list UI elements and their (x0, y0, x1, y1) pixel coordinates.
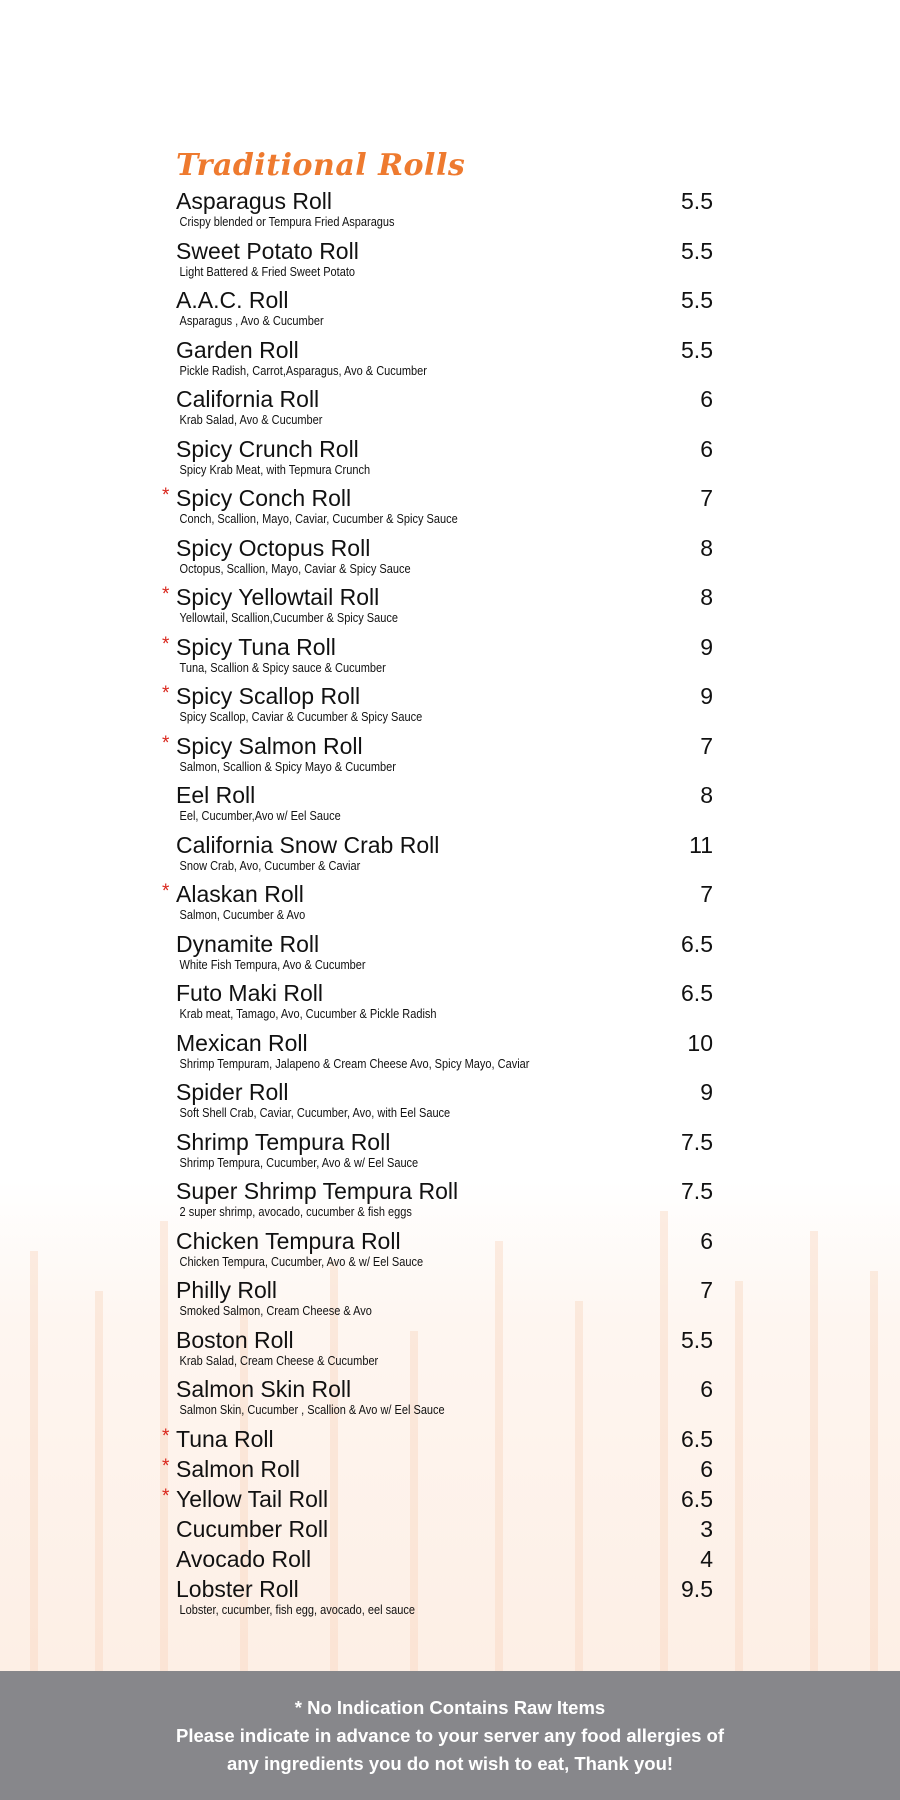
menu-item-price: 9 (700, 1079, 713, 1105)
raw-marker-icon: * (162, 732, 170, 754)
raw-marker-icon: * (162, 683, 170, 704)
menu-item-price: 6 (700, 1455, 713, 1482)
menu-item (176, 535, 713, 585)
menu-item (162, 485, 713, 535)
menu-item (176, 188, 713, 238)
menu-item (176, 1178, 713, 1228)
menu-item-description: Chicken Tempura, Cucumber, Avo & w/ Eel Sauce (179, 1254, 424, 1269)
menu-item-price: 8 (700, 584, 713, 610)
menu-item-description: Lobster, cucumber, fish egg, avocado, eel sauce (179, 1602, 415, 1617)
menu-item-description: Spicy Scallop, Caviar & Cucumber & Spicy Sauce (179, 710, 423, 724)
menu-item (176, 1277, 713, 1327)
menu-item (176, 238, 713, 288)
menu-item-row (176, 634, 713, 660)
raw-marker-icon: * (162, 881, 170, 902)
menu-item (162, 633, 713, 684)
menu-item-row (176, 832, 713, 858)
menu-item (176, 1079, 713, 1129)
menu-item-row (176, 1129, 713, 1155)
menu-item-name: Boston Roll (176, 1326, 294, 1353)
menu-item (176, 1228, 713, 1278)
menu-item-price: 7.5 (681, 1128, 713, 1155)
menu-item-price: 7.5 (681, 1178, 713, 1204)
menu-item (176, 980, 713, 1030)
menu-item-description: Asparagus , Avo & Cucumber (179, 314, 324, 328)
menu-item-name: California Roll (176, 386, 320, 412)
menu-item-name: Lobster Roll (176, 1575, 299, 1602)
menu-item-price: 9 (700, 683, 713, 709)
menu-item-name: Philly Roll (176, 1277, 277, 1303)
allergy-note-line-2: any ingredients you do not wish to eat, Thank you! (226, 1753, 674, 1774)
menu-item-row (176, 1376, 713, 1402)
menu-item-price: 9 (700, 633, 713, 660)
menu-item-name: Spicy Crunch Roll (176, 435, 359, 462)
menu-item-price: 4 (700, 1545, 713, 1572)
menu-item-name: Spider Roll (176, 1079, 289, 1105)
menu-item-description: Shrimp Tempura, Cucumber, Avo & w/ Eel Sauce (179, 1155, 419, 1170)
menu-item-description: Shrimp Tempuram, Jalapeno & Cream Cheese Avo, Spicy Mayo, Caviar (179, 1056, 530, 1071)
menu-item-description: Krab meat, Tamago, Avo, Cucumber & Pickle Radish (179, 1007, 437, 1021)
menu-item-price: 6 (700, 386, 713, 412)
menu-item-price: 6.5 (681, 1485, 713, 1512)
menu-item (162, 584, 713, 634)
menu-item-price: 7 (700, 732, 713, 759)
raw-items-note: * No Indication Contains Raw Items (294, 1697, 606, 1718)
allergy-note-line-1: Please indicate in advance to your server any food allergies of (175, 1725, 724, 1746)
menu-item-description: Conch, Scallion, Mayo, Caviar, Cucumber & Spicy Sauce (179, 512, 458, 526)
menu-item-description: Krab Salad, Cream Cheese & Cucumber (179, 1353, 379, 1368)
menu-item-row (176, 287, 713, 313)
menu-item-row (176, 1079, 713, 1105)
menu-item-name: California Snow Crab Roll (176, 831, 440, 858)
menu-item (176, 832, 713, 882)
menu-item-name: Alaskan Roll (176, 881, 304, 907)
menu-item-description: Tuna, Scallion & Spicy sauce & Cucumber (179, 660, 386, 675)
menu-item (176, 337, 713, 387)
menu-item-name: Sweet Potato Roll (176, 237, 359, 264)
menu-item-name: Spicy Octopus Roll (176, 534, 371, 561)
menu-item-description: Krab Salad, Avo & Cucumber (179, 413, 323, 427)
menu-item-price: 3 (700, 1515, 713, 1542)
menu-item (162, 1425, 713, 1456)
menu-item-description: Eel, Cucumber,Avo w/ Eel Sauce (179, 809, 341, 823)
menu-item-description: Light Battered & Fried Sweet Potato (179, 264, 356, 279)
tree-decoration (95, 1291, 103, 1671)
menu-item-price: 5.5 (681, 336, 713, 363)
menu-item (176, 1030, 713, 1080)
menu-item-row (176, 1546, 713, 1572)
menu-item-row (176, 1426, 713, 1452)
menu-item-price: 7 (700, 1277, 713, 1303)
menu-item-row (176, 1327, 713, 1353)
menu-item-price: 6.5 (681, 1425, 713, 1452)
menu-item-row (176, 1228, 713, 1254)
menu-item-name: Tuna Roll (176, 1425, 274, 1452)
menu-item-name: Shrimp Tempura Roll (176, 1128, 391, 1155)
menu-item-description: Smoked Salmon, Cream Cheese & Avo (179, 1304, 372, 1318)
menu-item-price: 8 (700, 782, 713, 808)
menu-item-price: 6 (700, 1227, 713, 1254)
menu-item-name: Dynamite Roll (176, 930, 320, 957)
tree-decoration (30, 1251, 38, 1671)
menu-item-price: 11 (689, 831, 713, 858)
menu-item (176, 1129, 713, 1179)
menu-item-price: 5.5 (681, 188, 713, 214)
menu-item-name: Salmon Roll (176, 1455, 300, 1482)
tree-decoration (810, 1231, 818, 1671)
raw-marker-icon: * (162, 1425, 170, 1447)
menu-item-description: Salmon Skin, Cucumber , Scallion & Avo w/ Eel Sauce (179, 1403, 445, 1417)
menu-item-description: Pickle Radish, Carrot,Asparagus, Avo & Cucumber (179, 363, 427, 378)
menu-item-price: 6 (700, 1376, 713, 1402)
menu-list (162, 188, 713, 1625)
menu-item (176, 436, 713, 486)
menu-item (176, 1576, 713, 1626)
menu-item (162, 1485, 713, 1516)
menu-item-row (176, 584, 713, 610)
menu-item-name: Mexican Roll (176, 1029, 308, 1056)
menu-item-row (176, 1486, 713, 1512)
menu-item-price: 9.5 (681, 1575, 713, 1602)
menu-item-row (176, 188, 713, 214)
menu-item (162, 732, 713, 783)
menu-item-price: 8 (700, 534, 713, 561)
menu-item-name: Futo Maki Roll (176, 980, 323, 1006)
menu-item-row (176, 337, 713, 363)
menu-item-price: 5.5 (681, 287, 713, 313)
menu-item-row (176, 485, 713, 511)
menu-item-row (176, 1030, 713, 1056)
menu-item-name: Eel Roll (176, 782, 256, 808)
menu-item-name: Spicy Tuna Roll (176, 633, 336, 660)
menu-item-name: Spicy Salmon Roll (176, 732, 363, 759)
menu-item-name: Garden Roll (176, 336, 299, 363)
menu-item-price: 6.5 (681, 980, 713, 1006)
menu-item-description: Salmon, Scallion & Spicy Mayo & Cucumber (179, 759, 396, 774)
menu-item (176, 782, 713, 832)
menu-item-name: Spicy Conch Roll (176, 485, 352, 511)
menu-item-price: 7 (700, 881, 713, 907)
menu-item-name: Yellow Tail Roll (176, 1485, 329, 1512)
menu-item-description: 2 super shrimp, avocado, cucumber & fish eggs (179, 1205, 412, 1219)
menu-item-description: Yellowtail, Scallion,Cucumber & Spicy Sauce (179, 611, 399, 625)
section-title: Traditional Rolls (176, 148, 466, 183)
menu-item-price: 5.5 (681, 1326, 713, 1353)
menu-item-row (176, 1456, 713, 1482)
menu-item-name: Chicken Tempura Roll (176, 1227, 401, 1254)
menu-item-name: A.A.C. Roll (176, 287, 289, 313)
tree-decoration (735, 1281, 743, 1671)
raw-marker-icon: * (162, 485, 170, 506)
menu-item (162, 683, 713, 733)
menu-item-row (176, 782, 713, 808)
menu-item (162, 1455, 713, 1486)
menu-item-row (176, 1178, 713, 1204)
menu-item-description: Octopus, Scallion, Mayo, Caviar & Spicy Sauce (179, 561, 411, 576)
menu-item (176, 386, 713, 436)
raw-marker-icon: * (162, 1485, 170, 1507)
menu-item-name: Spicy Yellowtail Roll (176, 584, 380, 610)
menu-item-name: Asparagus Roll (176, 188, 332, 214)
menu-item-price: 7 (700, 485, 713, 511)
menu-item (176, 1376, 713, 1426)
menu-item-name: Salmon Skin Roll (176, 1376, 352, 1402)
menu-item-description: Salmon, Cucumber & Avo (179, 908, 306, 922)
menu-item-row (176, 931, 713, 957)
menu-item-name: Super Shrimp Tempura Roll (176, 1178, 459, 1204)
menu-item-row (176, 683, 713, 709)
menu-item-row (176, 881, 713, 907)
menu-item (176, 1516, 713, 1546)
menu-item (176, 931, 713, 981)
menu-item-name: Cucumber Roll (176, 1515, 329, 1542)
menu-item-price: 6 (700, 435, 713, 462)
menu-item-description: Soft Shell Crab, Caviar, Cucumber, Avo, with Eel Sauce (179, 1106, 451, 1120)
menu-item-row (176, 386, 713, 412)
tree-decoration (870, 1271, 878, 1671)
raw-marker-icon: * (162, 1455, 170, 1477)
menu-item-price: 10 (687, 1029, 713, 1056)
menu-item-name: Avocado Roll (176, 1545, 312, 1572)
raw-marker-icon: * (162, 584, 170, 605)
raw-marker-icon: * (162, 633, 170, 655)
menu-item-price: 6.5 (681, 930, 713, 957)
menu-item-row (176, 535, 713, 561)
menu-item (162, 881, 713, 931)
menu-item-description: Snow Crab, Avo, Cucumber & Caviar (179, 858, 361, 873)
menu-item-description: White Fish Tempura, Avo & Cucumber (179, 957, 366, 972)
menu-item-price: 5.5 (681, 237, 713, 264)
menu-item-row (176, 238, 713, 264)
menu-item-row (176, 733, 713, 759)
footer-notice (0, 1671, 900, 1800)
menu-item (176, 1327, 713, 1377)
menu-item-row (176, 980, 713, 1006)
menu-item (176, 287, 713, 337)
menu-item-description: Spicy Krab Meat, with Tepmura Crunch (179, 462, 371, 477)
menu-item-row (176, 436, 713, 462)
menu-item-row (176, 1576, 713, 1602)
menu-item (176, 1546, 713, 1576)
menu-item-description: Crispy blended or Tempura Fried Asparagus (179, 215, 395, 229)
menu-item-name: Spicy Scallop Roll (176, 683, 361, 709)
menu-item-row (176, 1277, 713, 1303)
menu-item-row (176, 1516, 713, 1542)
